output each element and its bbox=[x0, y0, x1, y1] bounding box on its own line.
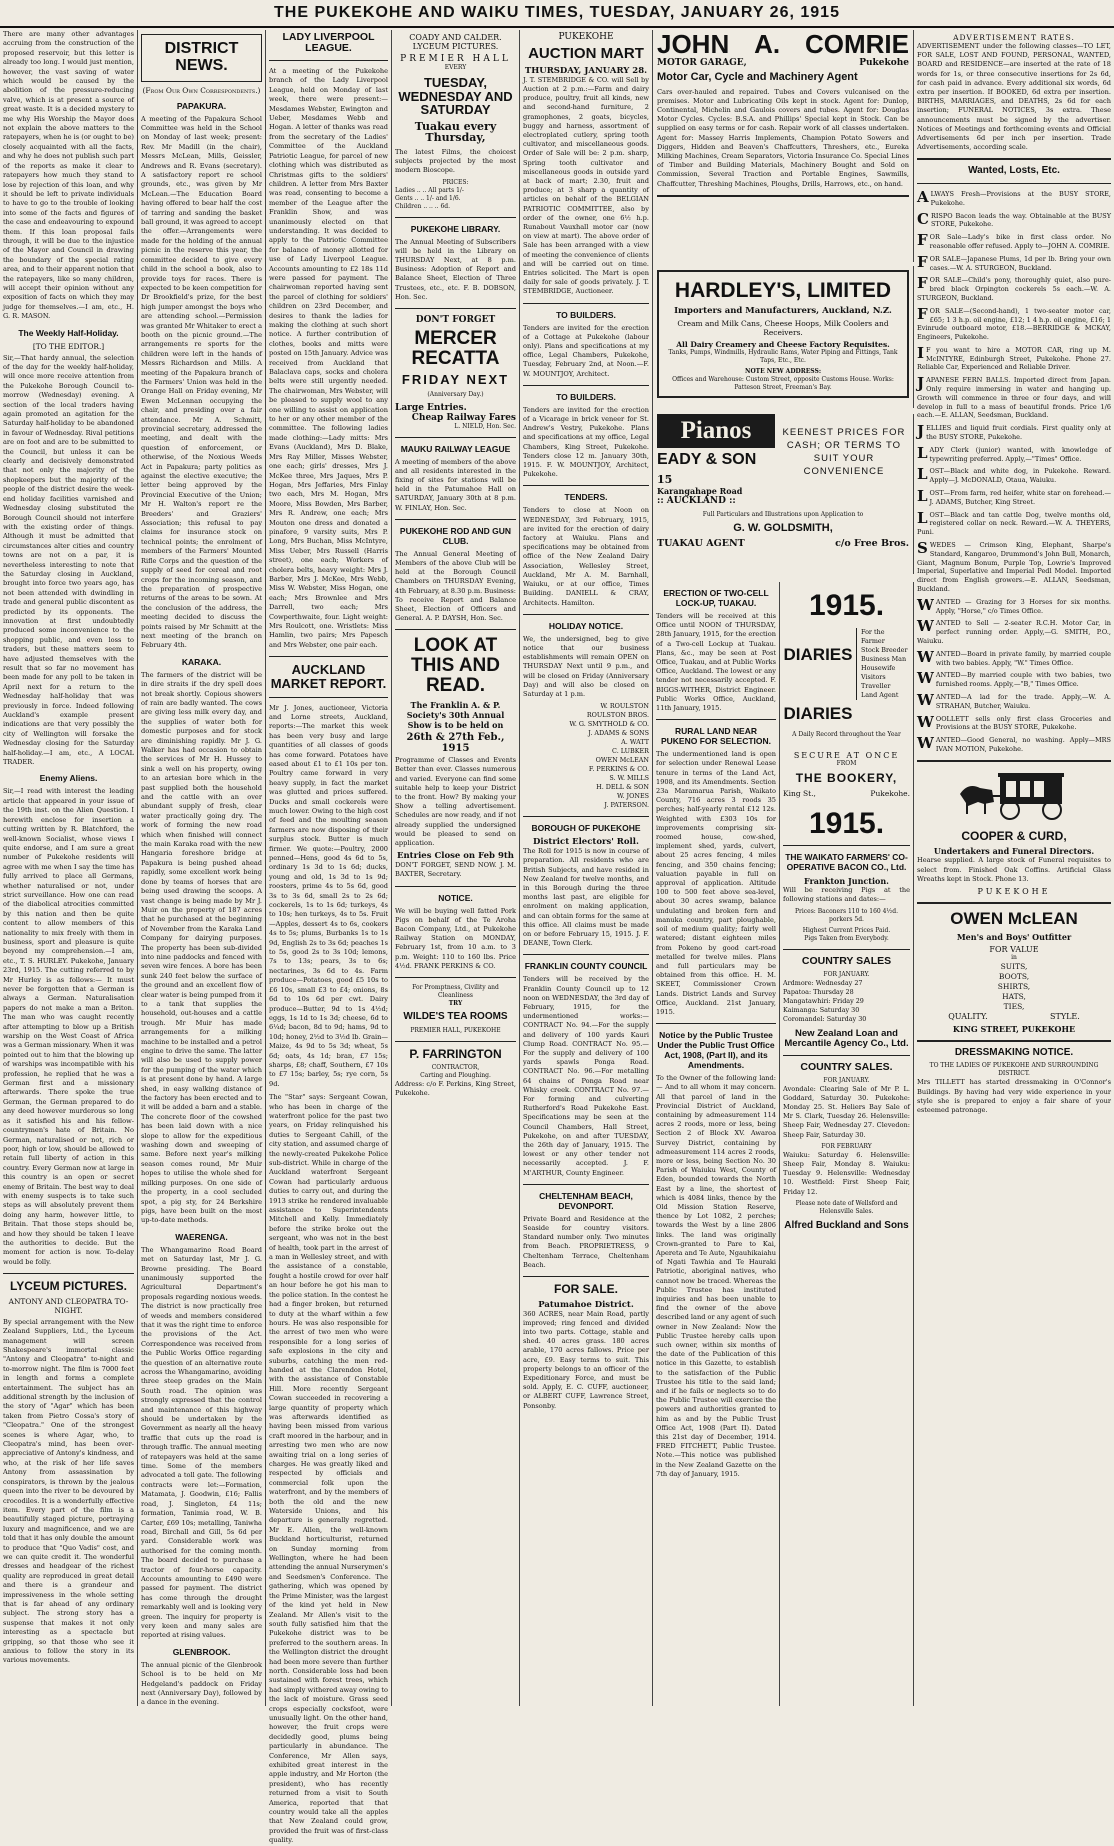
letter-half-holiday: Sir,—That hardy annual, the selection of the day for the weekly half-holiday, will once more receive attention from the Pukekohe Borough Council to-morrow (Wednesday) evening. A section of the local traders having again promoted an agitation for the Saturday half-holiday to be abandoned in favour of Wednesday. Rival petitions are on foot and are to be submitted to the Council, but unless it can be clearly and decisively demonstrated that not only the majority of the shopkeepers but the majority of the people of the district desire the week-end holiday facilities varnished and Wednesday closing substituted the Borough Council should not interfere with the existing order of things. Although it must be admitted that circumstances alter cities and country towns are not on a par, it is nevertheless interesting to note that the Saturday closing in Auckland, brought into force two years ago, has not been attended with dwindling in trade and general public discontent as predicted by its opponents. The innovation at first undoubtedly produced some inconvenience to the shopping public, and even loss to traders, but these matters seem to have adjusted themselves with the result that so far no movement has been made for any poll to be taken in April next for a return to the Wednesday half-holiday that was previously in force. Indeed following Auckland's example present indications are that very possibly the city of Wellington will forsake the Wednesday closing for the Saturday half-holiday.—I am, etc., A LOCAL TRADER. bbox=[3, 353, 134, 767]
pianos-goldsmith: G. W. GOLDSMITH, bbox=[733, 521, 833, 534]
borough-notice: The Roll for 1915 is now in course of preparation. All residents who are British Subjects, and have resided in New Zealand for twelve months, and in this Borough during the three months last past, are eligible for enrolment on making application, and can obtain forms for the same at this office. All claims must be made on or before February 15, 1915. J. F. DEANE, Town Clerk. bbox=[523, 847, 649, 948]
nz-loan: New Zealand Loan and Mercantile Agency Co., Ltd. bbox=[784, 1027, 909, 1049]
diary-for-7: Land Agent bbox=[861, 690, 899, 699]
classified-ad: WANTED—By married couple with two babies, two furnished rooms. Apply,—"B," Times Office. bbox=[917, 669, 1111, 689]
cooper-pukekohe: PUKEKOHE bbox=[977, 886, 1051, 896]
try-label: TRY bbox=[448, 1000, 463, 1008]
alfred-buckland: Alfred Buckland and Sons bbox=[784, 1219, 909, 1231]
comrie-john: JOHN bbox=[657, 29, 730, 59]
undertakers: Undertakers and Funeral Directors. bbox=[933, 846, 1095, 857]
owen-mclean: OWEN McLEAN bbox=[950, 908, 1078, 928]
tenders-notice: Tenders to close at Noon on WEDNESDAY, 3rd February, 1915, are invited for the erection of dairy factory at Waiuku. Plans and specifications may be obtained from office of the New Zealand Dairy Association, Wellesley Street, Auckland, Mr A. M. Barnhall, Waiuku, or at our office, Times Building. DANIELL & CRAY, Architects. Hamilton. bbox=[523, 506, 649, 607]
diaries-title-b: DIARIES bbox=[783, 704, 853, 724]
hardley-line3: Tanks, Pumps, Windmills, Hydraulic Rams, Water Piping and Fittings, Tank Taps, Etc., Etc. bbox=[668, 349, 898, 365]
public-trustee-notice: To the Owner of the following land:— And to all whom it may concern. All that parcel of land in the Provincial District of Auckland, containing by admeasurement 114 acres 2 roods, more or less, being Section 2 of Block XV. Awaroa Survey District, containing by admeasurement 114 acres 2 roods, more or less, being Section No. 30 Parish of Waiuku West, County of Eden, bounded towards the North East by a line, the shortest of which is 4084 links, thence by the Old Mission Station Reserve, thence by Lot 1082, 2 perches; towards the West by a line 2806 links. The land was originally Crown-granted to Pare to Kai, Apereta and Te Aute, Ngauhikaiahu of Ngati Tawhia and Te Hauraki Patriotic, aboriginal natives, who cannot now be traced. Whereas the Public Trustee has instituted inquiries and has been unable to find the owner of the above described land or any agent of such owner in New Zealand: Now the Public Trustee hereby calls upon such owner, within six months of the date of the Publication of this notice in this Gazette, to establish to the satisfaction of the Public Trustee his title to the said land; and if he fails or neglects so to do the Public Trustee will exercise the powers and authorities granted to him as and by the Public Trust Office Act, 1908 (Part II). Dated this 21st day of December, 1914. FRED FITCHETT, Public Trustee. Note.—This notice was published in the New Zealand Gazette on the 7th day of January, 1915. bbox=[656, 1074, 776, 1478]
cheap-fares: Cheap Railway Fares bbox=[411, 412, 516, 423]
cheltenham-heading: CHELTENHAM BEACH, DEVONPORT. bbox=[539, 1190, 633, 1211]
classified-ad: LOST—Black and tan cattle Dog, twelve months old, registered collar on neck. Reward.—W. A. THEYERS, Puni. bbox=[917, 508, 1111, 537]
franklin-cc-heading: FRANKLIN COUNTY COUNCIL bbox=[524, 961, 648, 972]
builders-notice-1: Tenders are invited for the erection of a Cottage at Pukekohe (labour only). Plans and specifications at my office, Legal Chambers, Pukekohe, Tuesday, February 2nd, at Noon.—F. W. MOUNTJOY, Architect. bbox=[523, 323, 649, 378]
comrie-garage-row bbox=[657, 58, 909, 68]
classified-ad: WANTED—A lad for the trade. Apply,—W. A. STRAHAN, Butcher, Waiuku. bbox=[917, 690, 1111, 710]
lyceum-article: By special arrangement with the New Zealand Suppliers, Ltd., the Lyceum management will screen Shakespeare's immortal classic "Antony and Cleopatra" to-night and to-morrow night. The film is 7000 feet in length and forms a complete entertainment. The subject has an additional strength by the inclusion of the story of "Agar" which has been taken from Pietro Cossa's story of "Cleopatra." One of the strongest scenes is where Agar, who, to Cleopatra's mind, has been over-appreciative of Antony's kindness, and who, at the risk of her life saves Antony from assassination by conspirators, is thrown by the jealous queen into the river to be devoured by crocodiles. It is a wonderfully effective item. Every part of the film is a beautifully staged picture, portraying luxury and magnificence, and we are told that it has only double the amount to produce that "Quo Vadis" cost, and we can quite credit it. The wonderful dresses and headgear of the richest quality are reproduced in great detail and there is a grandeur and impressiveness in the whole setting that is far ahead of any ordinary subject. The strong story has a suspense that makes it not only interesting as a spectacle but gripping, so that those who see it anxious to follow the story in its various movements. bbox=[3, 1317, 134, 1665]
sales-january: Avondale: Clearing Sale of Mr P. L. Goddard, Saturday 30. Pukekohe: Monday 25. St. Heliers Bay Sale of Mr S. Clark, Tuesday 26. Helensville: Sheep Fair, Wednesday 27. Clevedon: Sheep Fair, Saturday 30. bbox=[783, 1084, 910, 1139]
bookery-king-st: King St., bbox=[783, 788, 816, 798]
sig-9: H. DELL & SON bbox=[596, 783, 649, 792]
dressmaking-heading: DRESSMAKING NOTICE. bbox=[954, 1046, 1074, 1058]
pianos-ad bbox=[653, 414, 914, 574]
adv-rates-heading: ADVERTISEMENT RATES. bbox=[953, 33, 1075, 42]
papakura-article: A meeting of the Papakura School Committee was held in the School on Monday of last week; present: Rev. Mr Madill (in the chair), Messrs McLean, Mills, Geissler, Andrews and R. Evans (secretary). A satisfactory report re school grounds, etc., was given by Mr McLean.—The Education Board having offered to bear half the cost of tarring and sanding the basket ball ground, it was agreed to accept the offer.—Arrangements were made for the holding of the annual picnic in the reserve this year, the committee decided to give every child in the school a book, also to provide toys for races. There is expected to be keen competition for Dr Brookfield's prize, for the best high jumper amongst the boys who are attending school.—Permission was granted Mr Whitaker to erect a booth on the picnic ground.—The arrangements re sports for the children were left in the hands of Messrs Richardson and Mills. A meeting of the Papakura branch of the Farmers' Union was held in the Orange Hall on Friday evening, Mr Ewen McLennan occupying the chair, and presiding over a fair attendance. Mr A. Schmitt, provincial secretary, addressed the meeting, and dealt with the question of enforcement, or otherwise, of the Noxious Weeds Act in Papakura; party politics as against the elective executive; the letter being approved by the Provincial Executive of the Union; Mr H. Walton's report re the Breeders' and Graziers' Association; this refusal to pay claims for insurance stock on technical points; the enrolment of members of the Farmers' Mounted Rifle Corps and the question of the supply of seed for cereal and root crops for the incoming season, and the preparation of prospective returns of the areas to be sown. At the conclusion of the address, the meeting decided to discuss the points raised by Mr Schmitt at the next meeting of the branch on February 4th. bbox=[141, 114, 262, 650]
column-3 bbox=[266, 30, 392, 1845]
auction-body: J. T. STEMBRIDGE & CO. will Sell by Auction at 2 p.m.:—Farm and dairy produce, poultry, fruit all kinds, new and second-hand furniture, 2 gramophones, 2 goats, bicycles, buggy and harness, assortment of electroplated cutlery, spring tooth cultivator, and miscellaneous goods. Order of Sale will be: 2 p.m. sharp, Spring tooth cultivator and miscellaneous goods in outside yard at back of mart; 2.30, fruit and produce; at 3 sharp a quantity of articles on behalf of the BELGIAN PATRIOTIC COMMITTEE, also by order of the owner, one 6½ h.p. Runabout Vauxhall motor car (now on view at mart). The above order of Sale has been arranged with a view of meeting the convenience of clients and will be carried out on time. Entries solicited. The Mart is open daily for sale of goods privately. J. T. STEMBRIDGE, Auctioneer. bbox=[523, 75, 649, 296]
hearse-illustration bbox=[917, 768, 1111, 826]
classified-ad: JAPANESE FERN BALLS. Imported direct from Japan. Only require immersing in water and hanging up. Growth will commence in three or four days, and will develop in full to a mass of beautiful fronds. Price 1/6 each.—E. ALLAN, Seedsman, Buckland. bbox=[917, 374, 1111, 420]
borough-heading: BOROUGH OF PUKEKOHE bbox=[531, 823, 641, 834]
sales-list bbox=[783, 979, 910, 1024]
waerenga-article: The Whangamarino Road Board met on Saturday last, Mr J. G. Browne presiding. The Board unanimously supported the Agricultural Department's proposals regarding noxious weeds. The district is now practically free of weeds and members considered that it was the right time to enforce the provisions of the Act. Correspondence was received from the Public Works Office regarding the question of an alternative route across the Whangamarino, avoiding three steep grades on the Main South road. The opinion was strongly expressed that the control and maintenance of this highway should be undertaken by the Government as nearly all the heavy traffic that cuts up the road is through traffic. The annual meeting of ratepayers was held at the same time. Some of the members advocated a toll gate. The following contracts were let:—Formation, Matamata, J. Goodwin, £16; Fallis road, J. Singleton, £4 11s; formation, Tanimia road, W. B. Carter, £69 10s; metalling, Taniwha road, Birchall and Gill, 5s 6d per yard. Considerable work was authorised for the coming month. The board decided to purchase a tractor of four-horse capacity. Accounts amounting to £490 were passed for payment. The district has come through the drought remarkably well and is looking very green. The inquiry for property is very keen and many sales are reported at rising values. bbox=[141, 1245, 262, 1640]
rural-land-notice: The undermentioned land is open for selection under Renewal Lease tenure in terms of the Land Act, 1908, and its Amendments. Section 23a Maramarua Parish, Waikato County, 716 acres 3 roods 35 perches; half-yearly rental £12 12s. Weighted with £303 10s for improvements comprising six-roomed house, cow-shed, implement shed, yards, culvert, about 25 acres fencing, 4 miles fencing, and 350 chains fencing; valuation payable in full on approval of application. Altitude 100 to 500 feet above sea-level, about 30 acres swamp, balance undulating and broken fern and manuka country, part ploughable, soil of medium quality; fairly well watered; distant eighteen miles from Pokeno by good cart-road metalled for twelve miles. Plans and full particulars may be obtained from this office. H. M. SKEET, Commissioner Crown Lands. District Lands and Survey Office, Auckland. 21st January, 1915. bbox=[656, 750, 776, 1016]
classified-ad: WANTED—Board in private family, by married couple with two babies. Apply, "W." Times Office. bbox=[917, 647, 1111, 667]
column-8 bbox=[914, 30, 1114, 1706]
comrie-garage: MOTOR GARAGE, bbox=[657, 58, 747, 68]
rod-gun-heading: PUKEKOHE ROD AND GUN CLUB. bbox=[399, 525, 512, 546]
outfit-item-2: SHIRTS, bbox=[997, 981, 1031, 991]
outfit-items bbox=[917, 962, 1111, 1012]
heading-papakura: PAPAKURA. bbox=[176, 100, 227, 111]
heading-half-holiday: The Weekly Half-Holiday. bbox=[18, 327, 119, 338]
premier-hall-pk: PREMIER HALL, PUKEKOHE bbox=[410, 1026, 501, 1034]
diary-for-0: For the bbox=[861, 627, 885, 636]
pianos-full: Full Particulars and Illustrations upon Application to bbox=[702, 510, 864, 518]
column-6 bbox=[653, 582, 780, 1706]
pianos-auckland: :: AUCKLAND :: bbox=[657, 495, 736, 506]
please-note: Please note date of Wellsford and Helensville Sales. bbox=[795, 1199, 898, 1215]
tuakau-body: The latest Films, the choicest subjects projected by the most modern Bioscope. bbox=[395, 148, 516, 175]
prices-label: PRICES: bbox=[442, 178, 469, 186]
dont-forget: DON'T FORGET bbox=[415, 315, 496, 326]
show-body: Programme of Classes and Events Better than ever. Classes numerous and varied. Everyone can find some suitable help to keep your District to the front. How? By making your Show a telling advertisement. Schedules are now ready, and if not already supplied the undersigned would be pleased to send on application. bbox=[395, 756, 516, 848]
from-correspondents: (From Our Own Correspondents.) bbox=[142, 85, 261, 95]
franklin-show: The Franklin A. & P. Society's 30th Annual Show is to be held on bbox=[406, 700, 505, 731]
comrie-ad bbox=[653, 30, 914, 262]
coady-calder: COADY AND CALDER. bbox=[409, 33, 502, 42]
sig-2: W. G. SMYTHOLD & CO. bbox=[569, 720, 649, 729]
mauku-notice: A meeting of members of the above and all residents interested in the fixing of sites for stations will be held in the Patumahoe Hall on SATURDAY, January 30th at 8 p.m. W. FINLAY, Hon. Sec. bbox=[395, 457, 516, 512]
dressmaking-body: Mrs TILLETT has started dressmaking in O'Connor's Buildings. By having had very wide experience in your style she is prepared to enjoy a fair share of your esteemed patronage. bbox=[917, 1078, 1111, 1114]
sig-8: S. W. MILLS bbox=[609, 774, 649, 783]
classified-ad: FOR SALE—Child's pony, thoroughly quiet, also pure-bred black Orpington cockerels 5s each.—W. A. STURGEON, Buckland. bbox=[917, 274, 1111, 302]
for-february: FOR FEBRUARY bbox=[821, 1142, 872, 1150]
year-1915-b: 1915. bbox=[808, 806, 885, 840]
comrie-name-row bbox=[657, 30, 909, 58]
diary-for-5: Visitors bbox=[861, 672, 886, 681]
library-heading: PUKEKOHE LIBRARY. bbox=[410, 223, 501, 234]
cooper-curd: COOPER & CURD, bbox=[961, 828, 1067, 843]
hardley-line1: Cream and Milk Cans, Cheese Hoops, Milk Coolers and Receivers. bbox=[677, 319, 889, 338]
wilde-tea-rooms: WILDE'S TEA ROOMS bbox=[403, 1011, 508, 1023]
district-news-banner bbox=[141, 34, 262, 82]
farrington-address: Address: c/o F. Perkins, King Street, Pukekohe. bbox=[395, 1080, 516, 1098]
from-label: FROM bbox=[836, 760, 857, 768]
letter-reservoir: There are many other advantages accruing from the construction of the proposed reservoir, but this letter is already too long. I would just mention, however, the vast saving of water which would be caused by the abolition of the pressure-reducing valve, which is at present a source of great waste. It is a decided mystery to me why His Worship the Mayor does not explain the above matters to the ratepayers, when he is (or ought to be) closely acquainted with all the facts, and why he does not publish such part of the reports as make it clear to ratepayers how much they stand to lose by rejection of this loan, and why it should be left to private individuals to have to go to the trouble of looking into some of the facts and figures of the case and endeavouring to expound them. If this loan proposal fails through, it will be due to the injustice of the Mayor and Council in drawing the boundary of the special rating area, and to their apparent notion that the ratepayers, like so many children, will accept their opinion without any exposition of facts on which they may judge for themselves.—I am, etc., H. G. R. MASON. bbox=[3, 30, 134, 321]
franklin-cc-notice: Tenders will be received by the Franklin County Council up to 12 noon on WEDNESDAY, the 3rd day of February, 1915, for the undermentioned works:— CONTRACT No. 94.—For the supply and delivery of 100 yards Kauri Clump Road. CONTRACT No. 95.—For the supply and delivery of 100 yards spawls Ponga Road. CONTRACT No. 96.—For metalling 64 chains of Ponga Road near Whisky creek. CONTRACT No. 97.—For forming and culverting Rutherford's Road Pukekohe East. Specifications may be seen at the Council Chambers, Hall Street, Pukekohe, on and after TUESDAY, the 26th day of January, 1915. The lowest or any other tender not necessarily accepted. J. F. M'ARTHUR, County Engineer. bbox=[523, 975, 649, 1177]
hearse-icon bbox=[954, 768, 1074, 822]
hardley-line2: All Dairy Creamery and Cheese Factory Requisites. bbox=[676, 340, 890, 350]
star-article: The "Star" says: Sergeant Cowan, who has been in charge of the waterfront police for the past two years, on Friday relinquished his duties to Sergeant Cahill, of the city station, and assumed charge of the newly-created Pukekohe Police sub-district. While in charge of the Auckland waterfront Sergeant Cowan had particularly arduous duties to carry out, and during the 1913 strike he rendered invaluable assistance to Superintendents Mitchell and Kelly. Immediately before the strike broke out the sergeant, who was not in the best of health, took part in the arrest of a man in Wellesley street, and with the assistance of a constable, fought a hostile crowd for over half an hour before he got his man to the police station. In the contest he had a finger broken, but returned to duty at the wharf within a few hours. He was also responsible for the arrest of two men who were responsible for a long series of safe explosions in the city and suburbs, catching the men red-handed at the Clarendon Hotel, with the assistance of Constable Hill. More recently Sergeant Cowan succeeded in recovering a large quantity of property which was afterwards identified as having been missed from various craft moored in the harbour, and in arresting two men who are now awaiting trial on a long series of charges. He was greatly liked and respected by officials and commercial folk upon the waterfront, and by the members of both the old and the new Waterside Unions, and his departure is generally regretted. Mr E. Allen, the well-known Buckland horticulturist, returned on Sunday morning from Wellington, where he had been attending the annual Nurserymen's and Seedsmen's Conference. The gathering, which was opened by the Prime Minister, was the largest of the kind yet held in New Zealand. Mr Allen's visit to the south fully satisfied him that the Pukekohe district was to be preferred to the southern areas. In the Wellington district the drought had been more severe than further north. Considerable loss had been sustained with forest trees, which had simply withered away owing to the lack of moisture. Grass seed crops especially cocksfoot, were unusually light. On the other hand, however, the fruit crops were decidedly good, plums being particularly in abundance. The Conference, Mr Allen says, exhibited great interest in the apple industry, and Mr Horton (the president), who has recently returned from a visit to South America, reported that that country would take all the apples that New Zealand could grow, provided the fruit was of first-class quality. bbox=[269, 1093, 388, 1845]
masthead-title: THE PUKEKOHE AND WAIKU TIMES, TUESDAY, JANUARY 26, 1915 bbox=[274, 4, 840, 21]
lockup-heading: ERECTION OF TWO-CELL LOCK-UP, TUAKAU. bbox=[663, 588, 769, 608]
diaries-title-a: DIARIES bbox=[783, 644, 853, 664]
pianos-word: Pianos bbox=[657, 414, 775, 448]
sig-11: J. PATERSON. bbox=[604, 801, 649, 810]
look-at-this: LOOK AT THIS AND READ. bbox=[410, 635, 501, 697]
style-label: STYLE. bbox=[1050, 1011, 1080, 1021]
country-sales-heading: COUNTRY SALES bbox=[801, 954, 892, 967]
classified-ad: LOST—From farm, red heifer, white star on forehead.—J. ADAMS, Butcher, King Street. bbox=[917, 487, 1111, 506]
auction-date: THURSDAY, JANUARY 28. bbox=[524, 65, 648, 76]
sig-10: W. JONES bbox=[617, 792, 649, 801]
classified-ad: ALWAYS Fresh—Provisions at the BUSY STORE, Pukekohe. bbox=[917, 187, 1111, 207]
pianos-agent-row bbox=[657, 538, 909, 549]
lyceum-subtitle: ANTONY AND CLEOPATRA TO-NIGHT. bbox=[8, 1296, 129, 1315]
pianos-number: 15 bbox=[657, 472, 673, 486]
sales-february: Waiuku: Saturday 6. Helensville: Sheep Fair, Monday 8. Waiuku: Tuesday 9. Helensville: Wednesday 10. Westfield: First Sheep Fair, Friday 12. bbox=[783, 1150, 910, 1196]
sig-4: A. WATT bbox=[621, 738, 649, 747]
diary-for-2: Stock Breeder bbox=[861, 645, 908, 654]
price-row-2: Children .. .. .. 6d. bbox=[395, 202, 451, 210]
anniversary-day: (Anniversary Day.) bbox=[427, 390, 484, 398]
holiday-heading: HOLIDAY NOTICE. bbox=[548, 620, 624, 631]
rural-land-heading: RURAL LAND NEAR PUKENO FOR SELECTION. bbox=[660, 726, 772, 747]
comrie-body: Cars over-hauled and repaired. Tubes and Covers vulcanised on the premises. Motor and Lubricating Oils kept in stock. Agent for: Dunlop, Continental, Michelin and Gaulois covers and tubes. Agent for: Douglas Motor Cycles. Cycles: B.S.A. and Phillips' Special kept in Stock. Can be supplied on easy terms or for cash. Repair work of all classes undertaken. Agent for: Massey Harris Implements, Champion Potato Sowers and Diggers, Hidden and Beaven's Chaffcutters, Threshers, etc., Eureka Milking Machines, Cream Separators, Victoria Insurance Co. Special Lines of Timber and Building Materials, Machinery Bought and Sold on Commission, Several Traction and Portable Engines, Sawmills, Chaffcutter, Threshing Machines, Ploughs, Drills, Harrows, etc., on hand. bbox=[657, 87, 909, 188]
column-4 bbox=[392, 30, 520, 1706]
classified-ad: SWEDES — Crimson King, Elephant, Sharpe's Standard, Kangaroo, Drummond's John Bull, Monarch, Giant, Magnum Bonum, Purple Top, Lowrie's Improved Imperial, Superlative and Imperial Pedl Model. Imported direct from English growers.—E. ALLAN, Seedsman, Buckland. bbox=[917, 539, 1111, 594]
classified-ad: FOR SALE—Japanese Plums, 1d per lb. Bring your own cases.—W. A. STURGEON, Buckland. bbox=[917, 252, 1111, 272]
pianos-co: c/o Free Bros. bbox=[835, 538, 909, 550]
lockup-notice: Tenders will be received at this Office until NOON of THURSDAY, 28th January, 1915, for the erection of a Two-cell Lockup at Tuakau. Plans, &c., may be seen at Post Office, Tuakau, and at Public Works Office, Auckland. The lowest or any tender not necessarily accepted. F. BIGGS-WITHER, District Engineer. Public Works Office, Auckland, 11th January, 1915. bbox=[656, 612, 776, 713]
karaka-article: The farmers of the district will be in dire straits if the dry spell does not break shortly. Copious showers of rain are badly wanted. The cows are giving less milk every day, and the supplies of water both for domestic purposes and for stock are diminishing rapidly. Mr J. G. Walker has had occasion to obtain the services of Mr H. Hussey to sink a well on his property, owing to an artesian bore which in the past supplied both the household and the cattle with an over abundant supply of fresh, clear water practically going dry. The work of forming the new road which when finished will connect the main Karaka road with the new Hangaria foreshore bridge at Papakura is being pushed ahead rapidly, some excellent work being done by teams of horses that are being used drawing the scoops. A vast change is being made by Mr J. Muir on the property of 187 acres that he purchased at the beginning of November from the Karaka Land Company for dairying purposes. The property has been sub-divided into nine paddocks and fenced with seven wire fences. A bore has been sunk 240 feet below the surface of the ground and an excellent flow of clear water is being pumped from it to a tank that supplies the household, out-houses and a cattle trough. Mr Muir has made arrangements for a milking machine to be installed and a petrol engine to drive the same. The latter will also be used to supply power for the pumping of the water which is at present done by hand. A large shed, in easy walking distance of the factory has been erected and to it will be added a barn and a stable. The concrete floor of the cowshed has been laid down with a nice slope to allow for the expeditious washing down and sweeping of same. Before next year's milking season comes round, Mr Muir hopes to utilise the whole shed for milking purposes. On one side of the property, in a cool secluded spot, a pig sty, for 24 Berkshire pigs, have been built on the most up-to-date methods. bbox=[141, 670, 262, 1225]
quality-label: QUALITY. bbox=[948, 1011, 988, 1021]
patumahoe: Patumahoe District. bbox=[538, 1299, 634, 1310]
classified-list bbox=[917, 187, 1111, 754]
column-1 bbox=[0, 30, 138, 1706]
sale-4: Coromandel: Saturday 30 bbox=[783, 1014, 867, 1023]
show-dates: 26th & 27th Feb., 1915 bbox=[406, 732, 505, 755]
to-the-editor: [TO THE EDITOR.] bbox=[32, 341, 105, 351]
notice-heading: NOTICE. bbox=[438, 892, 473, 903]
bookery-pukekohe: Pukekohe. bbox=[870, 788, 910, 798]
market-report-article: Mr J. Jones, auctioneer, Victoria and Lorne streets, Auckland, reports:—The market this week has been very busy and large quantities of all classes of goods has come forward. Potatoes have eased about £1 to £1 10s per ton. Poultry came forward in very heavy supply, in fact the market was glutted and prices suffered. Ducks and small cockerels were much lower. Owing to the high cost of feed and the moulting season farmers are now disposing of their surplus stock. Butter is much firmer. We quote:—Poultry, 2000 penned—Hens, good 4s 6d to 5s, ordinary 1s 3d to 1s 6d; ducks, young and old, 1s 3d to 1s 9d; roosters, prime 4s to 5s 6d, good 3s to 3s 6d, small 2s to 2s 6d; cockerels, 1s to 1s 6d; turkeys, 4s to 10s; hen turkeys, 4s to 5s. Fruit—Apples, dessert 4s to 6s, cookers 4s to 5s; plums, Burbanks 1s to 1s 9d, English 2s to 3s 6d; peaches 1s to 5s, good 2s to 3s 10d; lemons, 7s to 13s; pears, 3s to 6s; nectarines, 3s 6d to 4s. Farm produce—Potatoes, good £5 10s to £6 10s, small £3 to £4; onions, 8s 6d to 10s 6d per cwt. Dairy produce—Butter, 9d to 1s 4½d; eggs, 1s 1d to 1s 3d; cheese, 6d to 6¼d; bacon, 8d to 9d; hams, 9d to 10d; honey, 2½d to 3½d lb. Grain—Maize, 4s 9d to 5s 3d; wheat, 5s 6d; oats, 4s 1d; bran, £7 15s; sharps, £8; chaff, Southern, £7 10s to £7 15s; barley, 5s; rye corn, 5s 9d. bbox=[269, 703, 388, 1088]
classified-ad: WANTED — Grazing for 3 Horses for six months. Apply, "Horse," c/o Times Office. bbox=[917, 595, 1111, 615]
waikato-heading: THE WAIKATO FARMERS' CO-OPERATIVE BACON CO., Ltd. bbox=[785, 852, 908, 873]
masthead bbox=[0, 0, 1114, 28]
cheltenham-notice: Private Board and Residence at the Seaside for country visitors. Standard number only. Two minutes from Beach. PROPRIETRESS, 9 Cheltenham Terrace, Cheltenham Beach. bbox=[523, 1214, 649, 1269]
heading-lady-liverpool: LADY LIVERPOOL LEAGUE. bbox=[282, 31, 375, 55]
every-label: EVERY bbox=[444, 64, 467, 71]
pianos-keenest: KEENEST PRICES FOR CASH; OR TERMS TO SUIT YOUR CONVENIENCE bbox=[782, 427, 906, 477]
waikato-highest: Highest Current Prices Paid. bbox=[802, 926, 891, 934]
sig-0: W. ROULSTON bbox=[600, 702, 649, 711]
large-entries: Large Entries. bbox=[395, 402, 467, 413]
for-january-2: FOR JANUARY. bbox=[823, 1076, 870, 1084]
builders-heading-1: TO BUILDERS. bbox=[556, 309, 616, 320]
lady-liverpool-article: At a meeting of the Pukekohe branch of the Lady Liverpool League, held on Monday of last week, there were present:—Mesdames Webster, Ewington and Ueber, Mesdames Webb and Hogan. A letter of thanks was read from the secretary of the Ladies' Committee of the Auckland Patriotic League, for parcel of new clothing which was distributed as Christmas gifts to the soldiers' children. A letter from Mrs Baxter was read, consenting to become a member of the League after the Franklin Show, and was unanimously elected on that understanding. It was decided to apply to the Patriotic Committee for balance of money allotted for use of Lady Liverpool League. Accounts amounting to £2 18s 11d were passed for payment. The chairwoman reported having sent the parcel of clothing for soldiers' children on 23rd December, and desires to thank the ladies for making the clothing at such short notice. A further contribution of clothes, books and mitts were posted on 15th January. Advice was received from Auckland that Balaclava caps, socks and cholera belts were still urgently needed. The chairwoman, Mrs Webster, will be pleased to supply wool to any one willing to assist on application to her or any other member of the committee. The following ladies made clothing:—Lady mitts: Mrs Evans (Auckland), Mrs D. Blake, Mrs Ray Miller, Misses Webster, one each; girls' dresses, Mrs J. McKee three, Mrs Jaques, Mrs P. Hogan, Mrs Jeffaries, Mrs Finlay two each, Mrs M. Hogan, Mrs Moore, Miss Bowden, Mrs Barber, Mrs R. Andrew, one each; Mrs Mouton one dress and donated a pinafore, 9 varsity suits, Mrs P. Long, Mrs Buchan, Miss McIntyre, Miss Ueber, Mrs Russell (Harris street), one each; Workers of cholera belts, heavy weight: Mrs J. Barber, Mrs J. McKee, Mrs Webb, Miss W. Webster, Miss Hogan, one each; Mrs Brownlee and Mrs Darrell, two each; Mrs Cowperthwaite, four. Light weight: Mrs Roulcott, one. Wristlets: Miss Hamlin, two pairs; Mrs Papesch and Mrs Webster, one pair each. bbox=[269, 67, 388, 649]
sig-7: F. PERKINS & CO. bbox=[588, 765, 649, 774]
diary-for-6: Traveller bbox=[861, 681, 891, 690]
frankton: Frankton Junction. bbox=[804, 876, 889, 887]
daily-record: A Daily Record throughout the Year bbox=[792, 731, 901, 739]
outfit-item-0: SUITS, bbox=[1000, 961, 1028, 971]
rod-gun-notice: The Annual General Meeting of Members of the above Club will be held at the Borough Council Chambers on THURSDAY Evening, 4th February, at 8.30 p.m. Business: To receive Report and Balance Sheet, Election of Officers and General. A. P. DAYSH, Hon. Sec. bbox=[395, 549, 516, 623]
heading-lyceum: LYCEUM PICTURES. bbox=[10, 1279, 127, 1294]
hardley-line4: Offices and Warehouse: Custom Street, opposite Customs House. Works: Patteson Street, Freeman's Bay. bbox=[672, 376, 894, 392]
price-row-0: Ladies .. .. All parts 1/- bbox=[395, 186, 464, 194]
auction-pukekohe: PUKEKOHE bbox=[558, 32, 614, 42]
pork-notice: We will be buying well fatted Pork Pigs on behalf of the Te Aroha Bacon Company, Ltd., at Pukekohe Railway Station on MONDAY, February 1st, from 10 a.m. to 3 p.m. Weight: 110 to 160 lbs. Price 4½d. FRANK PERKINS & CO. bbox=[395, 906, 516, 970]
outfit-item-4: TIES, bbox=[1003, 1001, 1025, 1011]
comrie-place: Pukekohe bbox=[859, 58, 909, 68]
year-1915-a: 1915. bbox=[808, 589, 885, 622]
holiday-signatories bbox=[523, 702, 649, 810]
pianos-eady: EADY & SON bbox=[657, 451, 757, 468]
classified-ad: JELLIES and liquid fruit cordials. First quality only at the BUSY STORE, Pukekohe. bbox=[917, 422, 1111, 442]
premier-hall: PREMIER HALL bbox=[400, 54, 511, 64]
public-trustee-heading: Notice by the Public Trustee Under the Public Trust Office Act, 1908, (Part II), and its Amendments. bbox=[657, 1030, 775, 1071]
heading-market-report: AUCKLAND MARKET REPORT. bbox=[270, 662, 387, 691]
the-bookery: THE BOOKERY, bbox=[795, 771, 898, 786]
sig-5: C. LUBKER bbox=[612, 747, 649, 756]
mauku-heading: MAUKU RAILWAY LEAGUE bbox=[400, 443, 511, 454]
cooper-body: Hearse supplied. A large stock of Funeral requisites to select from. Finished Oak Coffins. Artificial Glass Wreaths kept in Stock. Phone 13. bbox=[917, 856, 1111, 883]
pianos-left bbox=[657, 414, 775, 506]
entries-close: Entries Close on Feb 9th bbox=[397, 851, 514, 862]
hardley-ad bbox=[653, 266, 914, 408]
auction-mart: AUCTION MART bbox=[528, 45, 644, 62]
pianos-tuakau: TUAKAU AGENT bbox=[657, 538, 745, 550]
diaries-title-stack bbox=[783, 628, 853, 728]
classified-ad: I F you want to hire a MOTOR CAR, ring up M. McINTYRE, Edinburgh Street, Pukekohe. Phone 27. Reliable Car, Experienced and Reliable Driver. bbox=[917, 343, 1111, 372]
king-street: KING STREET, PUKEKOHE bbox=[952, 1023, 1076, 1034]
diaries-list bbox=[856, 628, 908, 700]
column-7 bbox=[780, 582, 914, 1706]
l-nield: L. NIELD, Hon. Sec. bbox=[454, 422, 516, 430]
diary-for-3: Business Man bbox=[861, 654, 907, 663]
holiday-notice: We, the undersigned, beg to give notice that our business establishments will remain OPEN on THURSDAY Next until 9 p.m., and will be closed on Friday (Anniversary Day) and will also be closed on Saturday at 1 p.m. bbox=[523, 634, 649, 698]
screening-days: TUESDAY, WEDNESDAY AND SATURDAY bbox=[398, 75, 513, 118]
heading-waerenga: WAERENGA. bbox=[175, 1231, 228, 1242]
newspaper-page bbox=[0, 29, 1114, 1845]
contractor: CONTRACTOR, bbox=[431, 1064, 480, 1072]
hardley-box bbox=[657, 270, 909, 398]
lyceum-pictures-ad: LYCEUM PICTURES. bbox=[412, 42, 499, 51]
diary-for-4: Housewife bbox=[861, 663, 896, 672]
wanted-heading: Wanted, Losts, Etc. bbox=[968, 165, 1060, 177]
classified-ad: WANTED to Sell — 2-seater R.C.H. Motor Car, in perfect running order. Apply,—G. SMITH, P.O., Waiuku. bbox=[917, 617, 1111, 645]
dressmaking-to: TO THE LADIES OF PUKEKOHE AND SURROUNDING DISTRICT. bbox=[929, 1062, 1099, 1078]
tuakau-thursday: Tuakau every Thursday, bbox=[414, 119, 497, 145]
secure-at-once: SECURE AT ONCE bbox=[793, 751, 900, 761]
hardley-name: HARDLEY'S, LIMITED bbox=[674, 279, 892, 302]
mercer-regatta: MERCER RECATTA bbox=[411, 328, 500, 369]
for-value: FOR VALUE bbox=[989, 944, 1039, 954]
classified-ad: LOST—Black and white dog, in Pukekohe. Reward. Apply—J. McDONALD, Otaua, Waiuku. bbox=[917, 465, 1111, 485]
carting: Carting and Ploughing. bbox=[420, 1072, 491, 1080]
heading-karaka: KARAKA. bbox=[181, 656, 222, 667]
comrie-surname: COMRIE bbox=[805, 29, 909, 59]
column-2 bbox=[138, 30, 266, 1706]
sale-3: Kaimanga: Saturday 30 bbox=[783, 1005, 860, 1014]
heading-enemy-aliens: Enemy Aliens. bbox=[39, 773, 98, 784]
for-january: FOR JANUARY. bbox=[823, 970, 870, 978]
classified-ad: FOR SALE—(Second-hand), 1 two-seater motor car, £65; 1 3 h.p. oil engine, £12; 1 4 h.p. oil engine, £16; 1 Evinrude outboard motor, £18.—BERRIDGE & MCKAY, Engineers, Pukekohe. bbox=[917, 304, 1111, 342]
in-label: in bbox=[1011, 953, 1017, 961]
library-notice: The Annual Meeting of Subscribers will be held in the Library on THURSDAY Next, at 8 p.m. Business: Adoption of Report and Balance Sheet, Election of Three Trustees, etc., etc. F. B. DOBSON, Hon. Sec. bbox=[395, 237, 516, 301]
outfit-item-3: HATS, bbox=[1002, 991, 1026, 1001]
comrie-a: A. bbox=[754, 29, 781, 59]
sale-0: Ardmore: Wednesday 27 bbox=[783, 978, 863, 987]
column-5 bbox=[520, 30, 653, 1706]
promptness: For Promptness, Civility and Cleanliness bbox=[412, 984, 499, 1000]
glenbrook-article: The annual picnic of the Glenbrook School is to be held on Mr Hedgeland's paddock on Friday next (Anniversary Day), followed by a dance in the evening. bbox=[141, 1660, 262, 1707]
quality-style-row bbox=[917, 1012, 1111, 1021]
electors-roll: District Electors' Roll. bbox=[533, 837, 639, 848]
heading-district-news: DISTRICT NEWS. bbox=[164, 40, 239, 74]
for-sale-heading: FOR SALE. bbox=[553, 1282, 618, 1297]
diaries-block bbox=[783, 628, 910, 728]
builders-notice-2: Tenders are invited for the erection of a Vicarage in brick veneer for St. Andrew's Vestry, Pukekohe. Plans and specifications at my office, Legal Chambers, King Street, Pukekohe. Tenders close 12 m. January 30th, 1915. F. W. MOUNTJOY, Architect, Pukekohe. bbox=[523, 405, 649, 479]
builders-heading-2: TO BUILDERS. bbox=[556, 391, 616, 402]
bookery-address bbox=[783, 789, 910, 798]
outfit-item-1: BOOTS, bbox=[998, 971, 1030, 981]
letter-enemy-aliens: Sir,—I read with interest the leading article that appeared in your issue of the 19th inst. on the Alien Question. I herewith enclose for insertion a cutting written by R. Blatchford, the well-known Socialist, whose views I quite endorse, and I am sure a great number of Pukekohe residents will agree with me when I say the time has fully arrived to place all Germans, whether naturalised or not, under strict surveillance. How one can read of the diabolical atrocities committed by this nation and then be quite content to allow members of this nationality to mix freely with them in business, sport and pleasure is quite beyond my comprehension.—I am, etc., T. S. HURLEY. Pukekohe, January 23rd, 1915. The cutting referred to by Mr Hurley is as follows:— It must never be forgotten that a German is always a German. Naturalisation papers do not make a man a Briton. The man who was caught recently after attempting to blow up a British warship on the West Coast of Africa was a German missionary. When it was pointed out to him that the blowing up of warships was incompatible with his profession, he replied that he was a German first and a missionary afterwards. There spoke the true German, the German prepared to do any deed however murderous so long as it satisfied his and his fellow-countrymen's hate of Britain. No German, naturalised or not, rich or poor, high or low, should be allowed to retain full liberty of action in this country. Every German now at large in this country is an open or secret enemy of Britain. The best way to deal with enemy suspects is to take such steps as will absolutely prevent them doing any harm, however little, to Britain. That those steps should be, and how they should be taken I leave the authorities to decide. But the moment for action is now. To-delay would be folly. bbox=[3, 787, 134, 1266]
country-sales-heading-2: COUNTRY SALES. bbox=[800, 1060, 893, 1073]
classified-ad: FOR Sale—Lady's bike in first class order. No reasonable offer refused. Apply to—JOHN A. COMRIE. bbox=[917, 231, 1111, 250]
sig-1: ROULSTON BROS. bbox=[586, 711, 649, 720]
pianos-row bbox=[657, 414, 909, 506]
waikato-notice: Will be receiving Pigs at the following stations and dates:— bbox=[783, 886, 910, 904]
hardley-note: NOTE NEW ADDRESS: bbox=[744, 368, 822, 376]
heading-glenbrook: GLENBROOK. bbox=[172, 1646, 231, 1657]
waikato-pigs: Pigs Taken from Everybody. bbox=[804, 934, 889, 942]
sale-2: Mangatawhiri: Friday 29 bbox=[783, 996, 864, 1005]
sale-1: Papatoa: Thursday 28 bbox=[783, 987, 854, 996]
waikato-prices: Prices: Baconers 110 to 160 4½d. porkers 5d. bbox=[794, 907, 898, 923]
diary-for-1: Farmer bbox=[861, 636, 885, 645]
classified-ad: CRISPO Bacon leads the way. Obtainable at the BUSY STORE, Pukekohe. bbox=[917, 209, 1111, 229]
send-now: DON'T FORGET, SEND NOW. J. M. BAXTER, Secretary. bbox=[395, 861, 516, 879]
for-sale-notice: 360 ACRES, near Main Road, partly improved; ring fenced and divided into two parts. Cottage, stable and shed. 40 acres grass. 180 acres arable, 170 acres fallows. Price per acre, £9. Easy terms to suit. This property belongs to an officer of the Expeditionary Force, and must be sold. Apply, E. C. CUFF, auctioneer, or ALBERT CUFF, Lawrence Street, Ponsonby. bbox=[523, 1309, 649, 1410]
farrington: P. FARRINGTON bbox=[409, 1046, 502, 1061]
comrie-agent: Motor Car, Cycle and Machinery Agent bbox=[657, 71, 858, 83]
outfitter: Men's and Boys' Outfitter bbox=[956, 931, 1072, 942]
classified-ad: WOOLLETT sells only first class Groceries and Provisions at the BUSY STORE, Pukekohe. bbox=[917, 712, 1111, 732]
classified-ad: WANTED—Good General, no washing. Apply—MRS IVAN MOTION, Pukekohe. bbox=[917, 734, 1111, 753]
tenders-heading: TENDERS. bbox=[564, 492, 608, 503]
classified-ad: LADY Clerk (junior) wanted, with knowledge of typewriting preferred. Apply,—"Times" Office. bbox=[917, 443, 1111, 463]
sig-6: OWEN McLEAN bbox=[595, 756, 649, 765]
sig-3: J. ADAMS & SONS bbox=[588, 729, 649, 738]
adv-rates-body: ADVERTISEMENT under the following classes—TO LET, FOR SALE, LOST AND FOUND, PERSONAL, WANTED, BOARD and RESIDENCE—are inserted at the rate of 18 words for 1s, or three consecutive insertions for 2s 6d, for cash paid in advance. Every additional six words, 6d extra per insertion. If BOOKED, 6d extra per insertion. BIRTHS, MARRIAGES, and DEATHS, 2s 6d for each insertion; FUNERAL NOTICES, 3s extra. These announcements must be signed by the advertiser. Notices of Meetings and forthcoming events and Official Advertisements 6d per inch per insertion. Trade Advertisements, according scale. bbox=[917, 42, 1111, 152]
pianos-road: Karangahape Road bbox=[657, 485, 743, 496]
friday-next: FRIDAY NEXT bbox=[401, 371, 510, 387]
hardley-sub: Importers and Manufacturers, Auckland, N.Z. bbox=[674, 306, 892, 317]
price-row-1: Gents .. .. 1/- and 1/6. bbox=[395, 194, 461, 202]
